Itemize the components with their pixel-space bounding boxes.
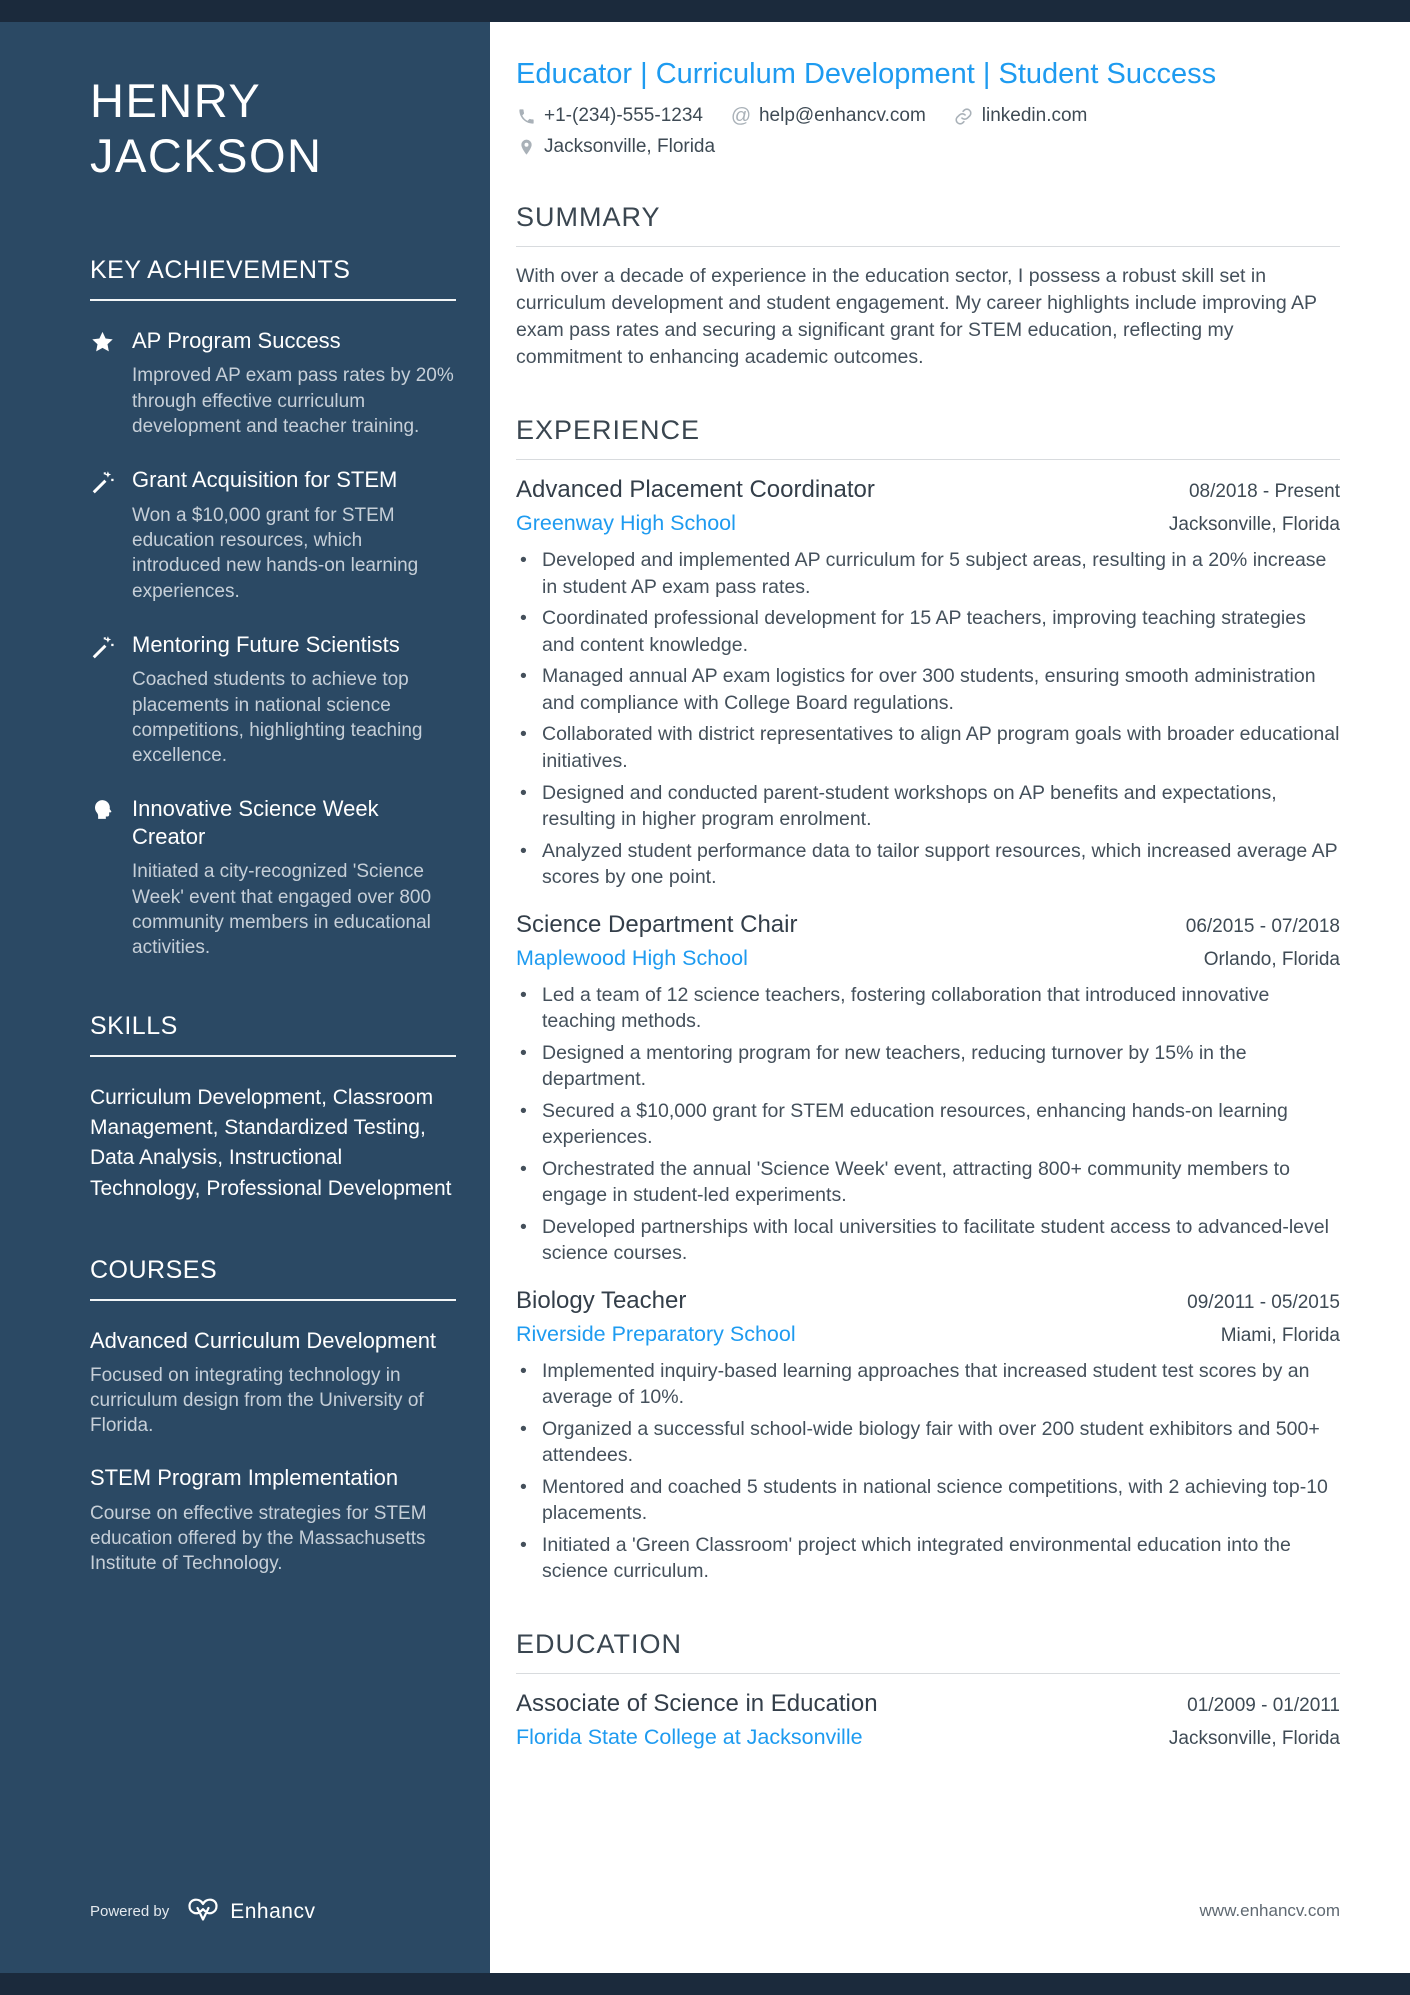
- job-bullet: • Collaborated with district representatives to align AP program goals with broader educational initiatives.: [516, 721, 1340, 774]
- email-contact[interactable]: [731, 105, 926, 127]
- job-bullet: • Mentored and coached 5 students in national science competitions, with 2 achieving top-10 placements.: [516, 1474, 1340, 1527]
- candidate-first-name: HENRY: [90, 74, 262, 127]
- main-content: [490, 22, 1410, 1973]
- job-bullet: • Implemented inquiry-based learning approaches that increased student test scores by an average of 10%.: [516, 1358, 1340, 1411]
- education-dates: 01/2009 - 01/2011: [1187, 1694, 1340, 1716]
- location-row: [516, 136, 1340, 158]
- job-location: Orlando, Florida: [1203, 948, 1340, 970]
- course-description: Course on effective strategies for STEM education offered by the Massachusetts Institute of Technology.: [90, 1502, 427, 1575]
- degree-title: Associate of Science in Education: [516, 1689, 878, 1717]
- skills-heading: SKILLS: [90, 1012, 178, 1041]
- wand-icon: [90, 466, 115, 604]
- enhancv-brand-name: Enhancv: [230, 1899, 316, 1923]
- achievement-title: AP Program Success: [132, 327, 341, 353]
- achievement-item: [90, 327, 456, 439]
- resume-page: [0, 22, 1410, 1973]
- job-company-row: [516, 946, 1340, 971]
- section-divider: [90, 1055, 456, 1057]
- achievement-description: Coached students to achieve top placements in national science competitions, highlighting teaching excellence.: [132, 669, 423, 767]
- job-bullet: • Orchestrated the annual 'Science Week' event, attracting 800+ community members to engage in student-led experiments.: [516, 1156, 1340, 1209]
- achievement-title: Mentoring Future Scientists: [132, 631, 400, 657]
- course-item: [90, 1464, 456, 1576]
- company-name[interactable]: Riverside Preparatory School: [516, 1321, 796, 1346]
- section-divider: [90, 299, 456, 301]
- link-icon: [954, 106, 974, 126]
- job-dates: 08/2018 - Present: [1188, 481, 1340, 503]
- job-bullet: • Managed annual AP exam logistics for over 300 students, ensuring smooth administration and compliance with College Board regulations.: [516, 663, 1340, 716]
- education-section: [516, 1629, 1340, 1750]
- candidate-last-name: JACKSON: [90, 128, 323, 182]
- summary-section: [516, 202, 1340, 371]
- job-bullet: • Designed and conducted parent-student workshops on AP benefits and expectations, resulting in higher program enrolment.: [516, 780, 1340, 833]
- school-name[interactable]: Florida State College at Jacksonville: [516, 1724, 863, 1749]
- key-achievements-heading: KEY ACHIEVEMENTS: [90, 255, 351, 284]
- job-bullet-list: [516, 1358, 1340, 1585]
- achievement-item: [90, 466, 456, 604]
- contact-row: [516, 105, 1340, 127]
- job-bullet: • Analyzed student performance data to tailor support resources, which increased average AP scores by one point.: [516, 838, 1340, 891]
- course-item: [90, 1327, 456, 1439]
- company-name[interactable]: Greenway High School: [516, 511, 736, 536]
- job-title: Science Department Chair: [516, 910, 798, 938]
- at-icon: @: [730, 105, 752, 127]
- head-icon: [90, 795, 115, 960]
- job-bullet: • Coordinated professional development for 15 AP teachers, improving teaching strategies and content knowledge.: [516, 605, 1340, 658]
- job-title-row: [516, 911, 1340, 939]
- headline: Educator | Curriculum Development | Student Success: [516, 58, 1217, 90]
- courses-section: [90, 1256, 456, 1577]
- location-pin-icon: [516, 137, 536, 157]
- job-title: Advanced Placement Coordinator: [516, 476, 875, 504]
- experience-entry: [516, 476, 1340, 890]
- phone-contact: [516, 105, 703, 127]
- wand-icon: [90, 631, 115, 769]
- job-title-row: [516, 1287, 1340, 1315]
- education-heading: EDUCATION: [516, 1628, 683, 1659]
- job-title: Biology Teacher: [516, 1286, 687, 1314]
- skills-list: Curriculum Development, Classroom Management, Standardized Testing, Data Analysis, Instructional Technology, Professional Development: [90, 1086, 452, 1200]
- achievement-description: Won a $10,000 grant for STEM education resources, which introduced new hands-on learning experiences.: [132, 504, 419, 602]
- section-divider: [516, 459, 1340, 460]
- course-description: Focused on integrating technology in curriculum design from the University of Florida.: [90, 1364, 424, 1437]
- job-location: Jacksonville, Florida: [1168, 514, 1340, 536]
- section-divider: [90, 1299, 456, 1301]
- job-location: Miami, Florida: [1220, 1324, 1340, 1346]
- star-icon: [90, 327, 115, 439]
- job-bullet: • Designed a mentoring program for new teachers, reducing turnover by 15% in the department.: [516, 1040, 1340, 1093]
- achievement-body: [132, 795, 456, 960]
- job-bullet: • Led a team of 12 science teachers, fostering collaboration that introduced innovative teaching methods.: [516, 982, 1340, 1035]
- powered-by-footer: [90, 1896, 315, 1927]
- job-dates: 09/2011 - 05/2015: [1187, 1291, 1340, 1313]
- achievement-item: [90, 631, 456, 769]
- achievement-title: Innovative Science Week Creator: [132, 796, 379, 849]
- education-location: Jacksonville, Florida: [1168, 1727, 1340, 1749]
- school-row: [516, 1725, 1340, 1750]
- achievement-description: Initiated a city-recognized 'Science Week' event that engaged over 800 community members in educational activities.: [132, 861, 432, 959]
- experience-entry: [516, 1287, 1340, 1585]
- powered-by-label: Powered by: [90, 1903, 170, 1920]
- linkedin-url: linkedin.com: [981, 105, 1088, 126]
- candidate-name: [90, 74, 456, 184]
- achievement-description: Improved AP exam pass rates by 20% through effective curriculum development and teacher training.: [132, 365, 454, 437]
- sidebar: [0, 22, 490, 1973]
- job-bullet: • Developed and implemented AP curriculum for 5 subject areas, resulting in a 20% increase in student AP exam pass rates.: [516, 547, 1340, 600]
- skills-section: [90, 1012, 456, 1203]
- enhancv-brand[interactable]: [185, 1896, 315, 1927]
- job-bullet: • Organized a successful school-wide biology fair with over 200 student exhibitors and 500+ attendees.: [516, 1416, 1340, 1469]
- achievement-body: [132, 466, 456, 604]
- achievement-body: [132, 327, 456, 439]
- job-bullet-list: [516, 982, 1340, 1267]
- experience-entry: [516, 911, 1340, 1267]
- experience-section: [516, 415, 1340, 1584]
- section-divider: [516, 1673, 1340, 1674]
- job-bullet-list: [516, 547, 1340, 890]
- enhancv-logo-icon: [185, 1896, 221, 1927]
- job-company-row: [516, 511, 1340, 536]
- job-bullet: • Developed partnerships with local universities to facilitate student access to advanced-level science courses.: [516, 1214, 1340, 1267]
- job-bullet: • Secured a $10,000 grant for STEM education resources, enhancing hands-on learning experiences.: [516, 1098, 1340, 1151]
- achievement-body: [132, 631, 456, 769]
- phone-icon: [516, 106, 536, 126]
- section-divider: [516, 246, 1340, 247]
- summary-text: With over a decade of experience in the education sector, I possess a robust skill set in curriculum development and student engagement. My career highlights include improving AP exam pass rates and securing a significant grant for STEM education, reflecting my commitment to enhancing academic outcomes.: [516, 265, 1317, 369]
- phone-number: +1-(234)-555-1234: [544, 105, 703, 126]
- linkedin-contact[interactable]: [954, 105, 1088, 127]
- job-bullet: • Initiated a 'Green Classroom' project which integrated environmental education into the science curriculum.: [516, 1532, 1340, 1585]
- email-address: help@enhancv.com: [758, 105, 926, 126]
- course-title: STEM Program Implementation: [90, 1465, 399, 1491]
- job-company-row: [516, 1322, 1340, 1347]
- job-title-row: [516, 476, 1340, 504]
- job-dates: 06/2015 - 07/2018: [1185, 915, 1340, 937]
- company-name[interactable]: Maplewood High School: [516, 945, 748, 970]
- key-achievements-section: [90, 256, 456, 960]
- experience-heading: EXPERIENCE: [516, 415, 701, 446]
- website-link[interactable]: www.enhancv.com: [1199, 1901, 1340, 1920]
- achievement-item: [90, 795, 456, 960]
- course-title: Advanced Curriculum Development: [90, 1327, 437, 1353]
- degree-row: [516, 1690, 1340, 1718]
- courses-heading: COURSES: [90, 1255, 218, 1284]
- achievement-title: Grant Acquisition for STEM: [132, 467, 398, 493]
- location-contact: [516, 136, 715, 158]
- location-text: Jacksonville, Florida: [544, 136, 716, 157]
- summary-heading: SUMMARY: [516, 202, 661, 232]
